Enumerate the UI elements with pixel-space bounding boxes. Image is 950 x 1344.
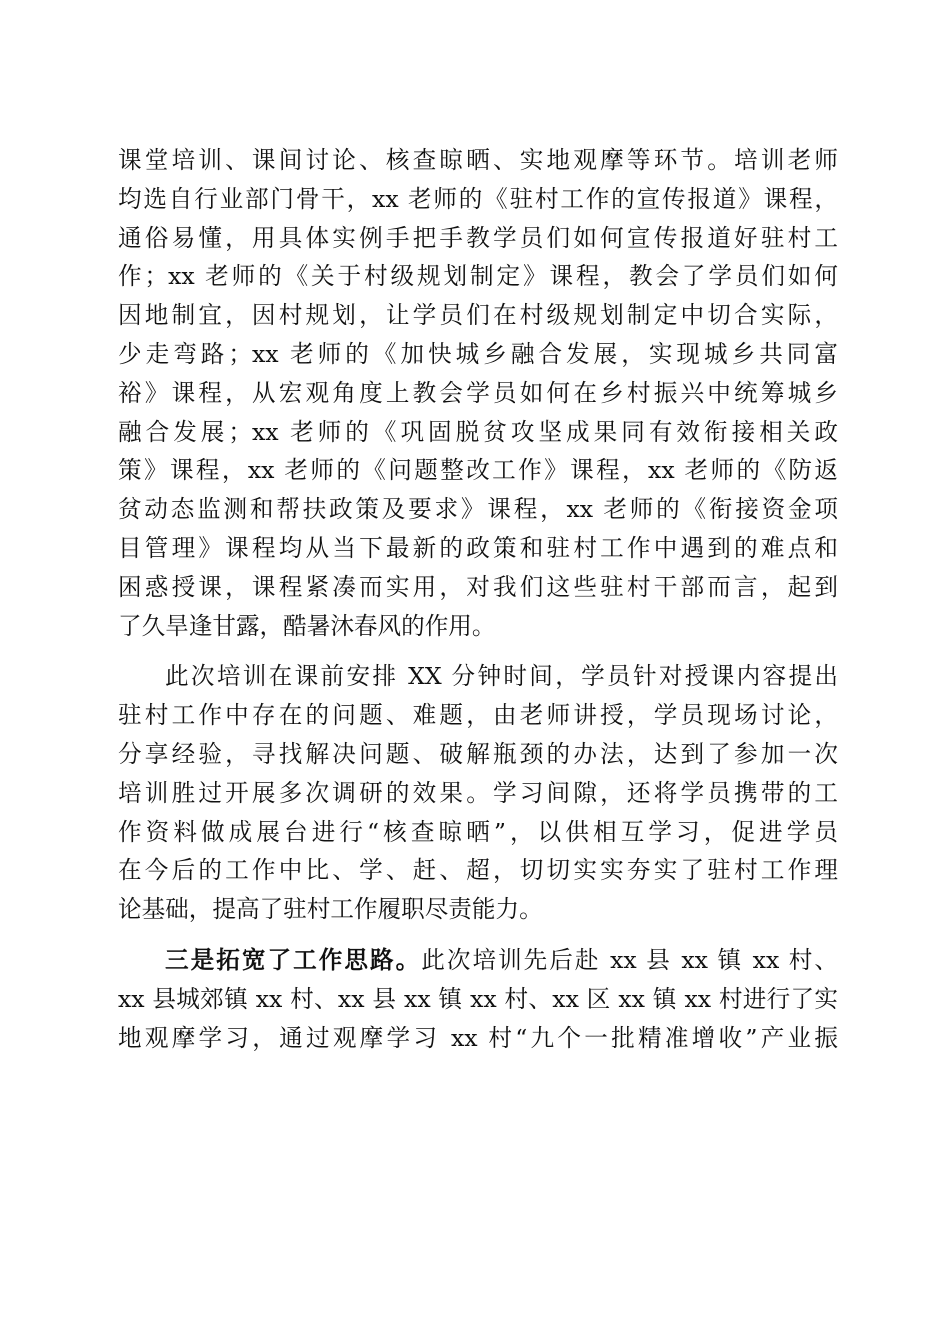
- text-line: 均选自行业部门骨干，xx 老师的《驻村工作的宣传报道》课程，: [118, 184, 838, 213]
- text-line: 了久旱逢甘露，酷暑沐春风的作用。: [118, 611, 496, 640]
- text-line: 培训胜过开展多次调研的效果。学习间隙，还将学员携带的工: [118, 778, 838, 807]
- text-line: 裕》课程，从宏观角度上教会学员如何在乡村振兴中统筹城乡: [118, 378, 838, 407]
- text-line: 作资料做成展台进行“核查晾晒”，以供相互学习，促进学员: [118, 817, 838, 846]
- text-line: 在今后的工作中比、学、赶、超，切切实实夯实了驻村工作理: [118, 856, 838, 885]
- text-line: 目管理》课程均从当下最新的政策和驻村工作中遇到的难点和: [118, 533, 838, 562]
- text-line: 分享经验，寻找解决问题、破解瓶颈的办法，达到了参加一次: [118, 739, 838, 768]
- text-line: 课堂培训、课间讨论、核查晾晒、实地观摩等环节。培训老师: [118, 146, 838, 174]
- paragraph-1: [118, 141, 838, 645]
- document-body: [118, 141, 838, 1057]
- text-line: 地观摩学习，通过观摩学习 xx 村“九个一批精准增收”产业振: [118, 1023, 838, 1052]
- text-line: 少走弯路；xx 老师的《加快城乡融合发展，实现城乡共同富: [118, 339, 838, 368]
- paragraph-2: [118, 657, 838, 929]
- text-line: xx 县城郊镇 xx 村、xx 县 xx 镇 xx 村、xx 区 xx 镇 xx 村进行了实: [118, 984, 838, 1013]
- text-span: 此次培训先后赴 xx 县 xx 镇 xx 村、: [421, 945, 838, 974]
- text-line: 作；xx 老师的《关于村级规划制定》课程，教会了学员们如何: [118, 262, 838, 291]
- text-line: 因地制宜，因村规划，让学员们在村级规划制定中切合实际，: [118, 301, 838, 330]
- text-line: 困惑授课，课程紧凑而实用，对我们这些驻村干部而言，起到: [118, 572, 838, 601]
- text-line: 驻村工作中存在的问题、难题，由老师讲授，学员现场讨论，: [118, 701, 838, 730]
- text-line: 论基础，提高了驻村工作履职尽责能力。: [118, 895, 543, 924]
- text-line: 融合发展；xx 老师的《巩固脱贫攻坚成果同有效衔接相关政: [118, 417, 838, 446]
- text-line: 贫动态监测和帮扶政策及要求》课程，xx 老师的《衔接资金项: [118, 495, 838, 524]
- text-line: 通俗易懂，用具体实例手把手教学员们如何宣传报道好驻村工: [118, 223, 838, 252]
- text-line: 策》课程，xx 老师的《问题整改工作》课程，xx 老师的《防返: [118, 456, 838, 485]
- text-line: [118, 941, 838, 980]
- paragraph-3: [118, 941, 838, 1057]
- section-heading: 三是拓宽了工作思路。: [165, 945, 422, 974]
- text-line: 此次培训在课前安排 XX 分钟时间，学员针对授课内容提出: [165, 662, 838, 691]
